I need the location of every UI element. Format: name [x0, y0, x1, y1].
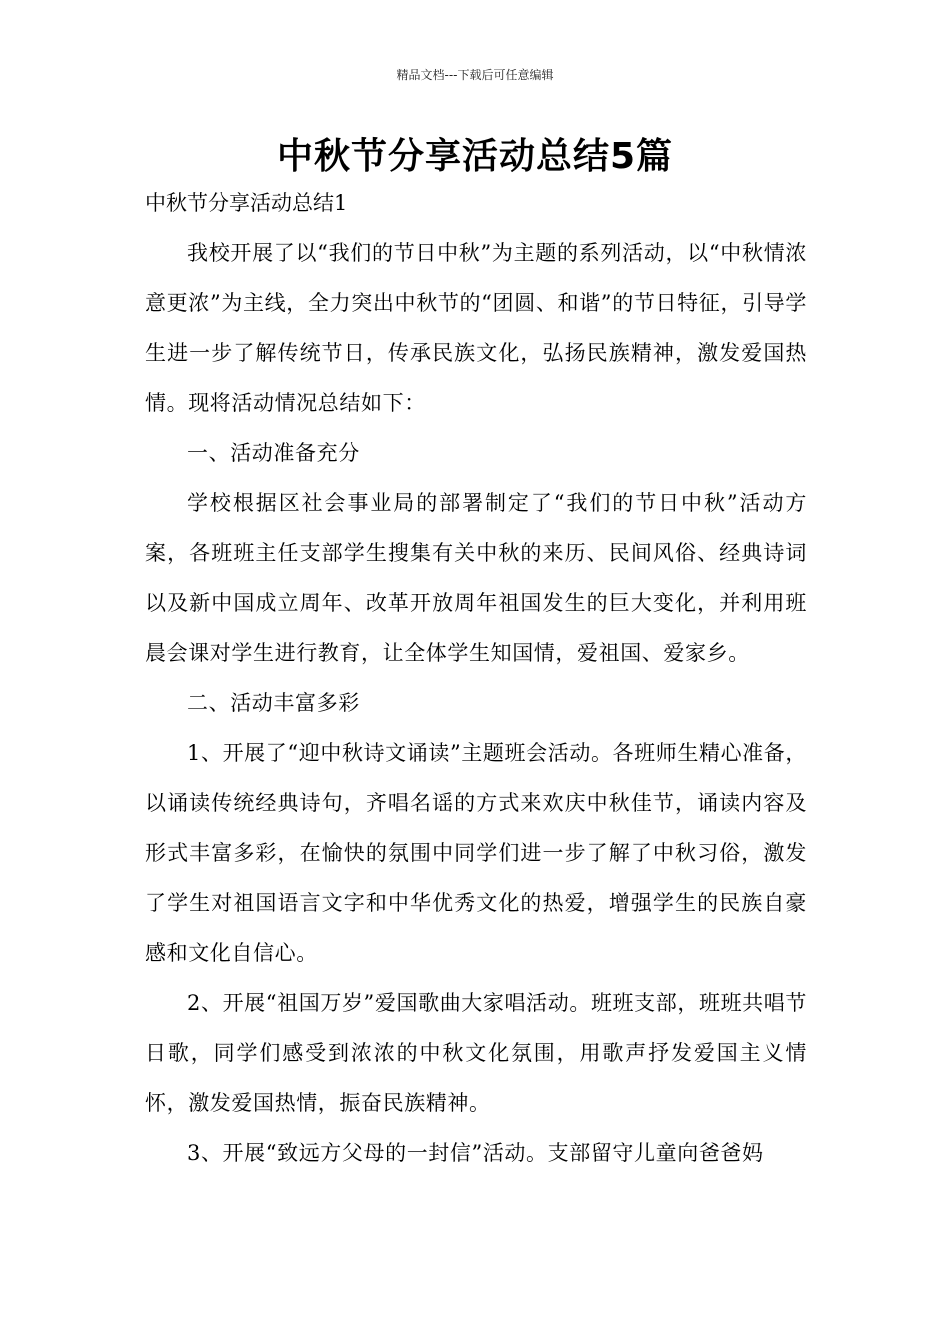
section-heading: 中秋节分享活动总结1: [145, 191, 348, 215]
subheading-activities: 二、活动丰富多彩: [187, 691, 360, 715]
paragraph-preparation: 学校根据区社会事业局的部署制定了“我们的节日中秋”活动方案，各班班主任支部学生搜集有关中秋的来历、民间风俗、经典诗词以及新中国成立周年、改革开放周年祖国发生的巨大变化，并利用班晨会课对学生进行教育，让全体学生知国情，爱祖国、爱家乡。: [145, 491, 807, 665]
paragraph-activity-1: 1、开展了“迎中秋诗文诵读”主题班会活动。各班师生精心准备，以诵读传统经典诗句，齐唱名谣的方式来欢庆中秋佳节，诵读内容及形式丰富多彩，在愉快的氛围中同学们进一步了解了中秋习俗，激发了学生对祖国语言文字和中华优秀文化的热爱，增强学生的民族自豪感和文化自信心。: [145, 741, 807, 965]
paragraph-activity-3: 3、开展“致远方父母的一封信”活动。支部留守儿童向爸爸妈: [187, 1141, 764, 1165]
subheading-preparation: 一、活动准备充分: [187, 441, 360, 465]
document-header-note: 精品文档---下载后可任意编辑: [396, 68, 554, 82]
document-title: 中秋节分享活动总结5篇: [276, 136, 674, 177]
document-body: [145, 178, 807, 1178]
paragraph-activity-2: 2、开展“祖国万岁”爱国歌曲大家唱活动。班班支部，班班共唱节日歌，同学们感受到浓浓的中秋文化氛围，用歌声抒发爱国主义情怀，激发爱国热情，振奋民族精神。: [145, 991, 807, 1115]
paragraph-intro: 我校开展了以“我们的节日中秋”为主题的系列活动，以“中秋情浓意更浓”为主线，全力突出中秋节的“团圆、和谐”的节日特征，引导学生进一步了解传统节日，传承民族文化，弘扬民族精神，激发爱国热情。现将活动情况总结如下：: [145, 241, 807, 415]
